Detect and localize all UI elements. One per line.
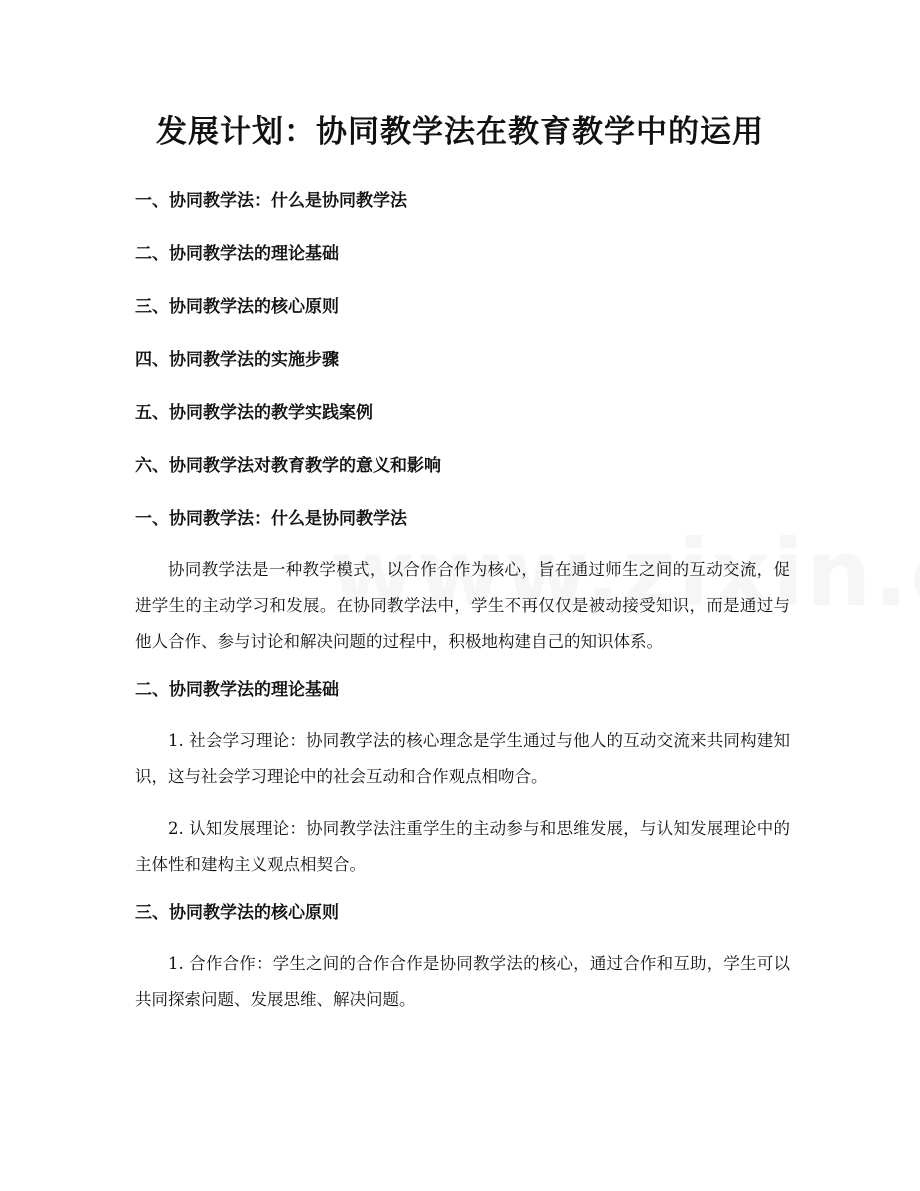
section-3-paragraph-1: 1. 合作合作：学生之间的合作合作是协同教学法的核心，通过合作和互助，学生可以共同探索问题、发展思维、解决问题。 xyxy=(135,954,790,1009)
section-1-paragraph-1: 协同教学法是一种教学模式，以合作合作为核心，旨在通过师生之间的互动交流，促进学生的主动学习和发展。在协同教学法中，学生不再仅仅是被动接受知识，而是通过与他人合作、参与讨论和解决问题的过程中，积极地构建自己的知识体系。 xyxy=(135,560,790,651)
section-2-paragraph-2: 2. 认知发展理论：协同教学法注重学生的主动参与和思维发展，与认知发展理论中的主体性和建构主义观点相契合。 xyxy=(135,819,790,874)
toc-item-5: 五、协同教学法的教学实践案例 xyxy=(135,403,373,423)
toc-item-3: 三、协同教学法的核心原则 xyxy=(135,297,339,317)
toc-item-2: 二、协同教学法的理论基础 xyxy=(135,244,339,264)
document-title: 发展计划：协同教学法在教育教学中的运用 xyxy=(156,114,764,150)
section-heading-2: 二、协同教学法的理论基础 xyxy=(135,680,339,700)
toc-item-6: 六、协同教学法对教育教学的意义和影响 xyxy=(135,456,441,476)
document-body xyxy=(135,505,790,1034)
section-heading-1: 一、协同教学法：什么是协同教学法 xyxy=(135,509,407,529)
toc-item-1: 一、协同教学法：什么是协同教学法 xyxy=(135,191,407,211)
toc-item-4: 四、协同教学法的实施步骤 xyxy=(135,350,339,370)
table-of-contents xyxy=(135,187,795,505)
section-2-paragraph-1: 1. 社会学习理论：协同教学法的核心理念是学生通过与他人的互动交流来共同构建知识，这与社会学习理论中的社会互动和合作观点相吻合。 xyxy=(135,731,790,786)
section-heading-3: 三、协同教学法的核心原则 xyxy=(135,903,339,923)
